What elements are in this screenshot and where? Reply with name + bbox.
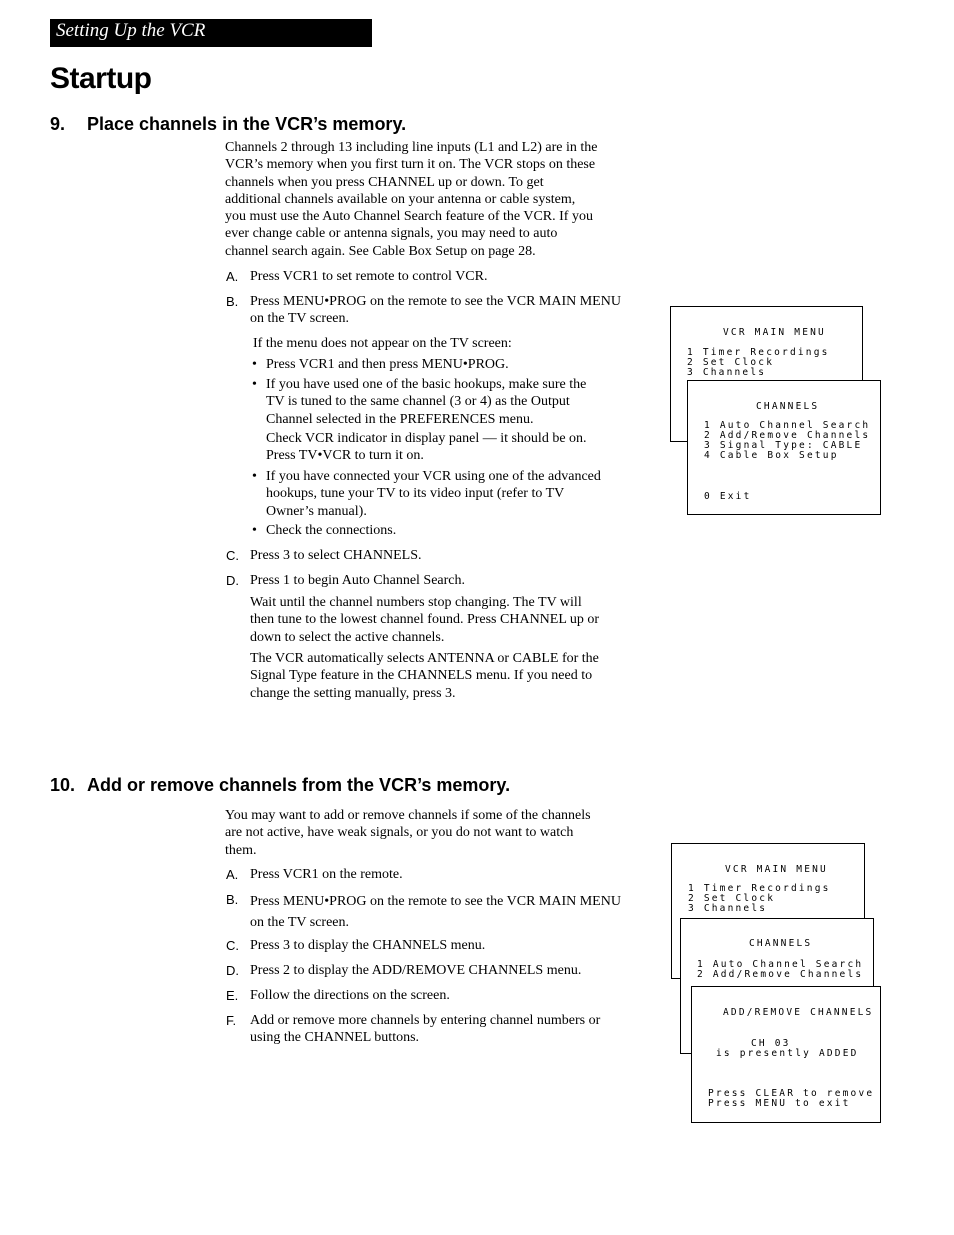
bullet-text: Press VCR1 and then press MENU•PROG. [266,357,509,372]
bullet-sub-note [266,430,656,465]
screen-title: VCR MAIN MENU [723,327,826,338]
screen-line: 1 Timer Recordings [687,347,830,358]
screen-line: 2 Set Clock [688,893,776,904]
intro-line: channel search again. See Cable Box Setup on page 28. [225,243,536,259]
para-line: Signal Type feature in the CHANNELS menu. If you need to [250,668,593,684]
step-text: Press 3 to display the CHANNELS menu. [250,938,486,953]
bullet-dot: • [252,357,257,372]
step-letter: E. [226,988,239,1003]
screen-line: 1 Auto Channel Search [697,959,864,970]
para-line: down to select the active channels. [250,629,445,645]
intro-line: You may want to add or remove channels if some of the channels [225,808,591,823]
screen-line: 3 Channels [688,903,768,914]
step-9-b-note: If the menu does not appear on the TV screen: [253,336,512,351]
section-header-bar [50,19,372,47]
screen-line: is presently ADDED [716,1048,859,1059]
step-letter: A. [226,269,239,284]
bullet-dot: • [252,377,257,392]
step-10-heading [50,775,650,797]
intro-line: channels when you press CHANNEL up or down. To get [225,174,544,190]
step-letter: A. [226,867,239,882]
step-text: Press VCR1 on the remote. [250,867,403,882]
bullet-text: hookups, tune your TV to its video input (refer to TV [266,486,565,502]
step-text: Follow the directions on the screen. [250,988,450,1003]
bullet-text: Channel selected in the PREFERENCES menu. [266,411,534,427]
page-title: Startup [50,62,152,95]
step-text: Press 3 to select CHANNELS. [250,548,422,563]
intro-line: VCR’s memory when you first turn it on. The VCR stops on these [225,157,596,173]
para-line: The VCR automatically selects ANTENNA or CABLE for the [250,651,599,666]
step-9-intro [225,139,645,260]
step-9-d-para2 [250,650,650,702]
para-line: Wait until the channel numbers stop changing. The TV will [250,595,582,610]
step-letter: C. [226,548,239,563]
screen-line: 2 Set Clock [687,357,775,368]
step-letter: B. [226,294,239,309]
step-text: Add or remove more channels by entering channel numbers or [250,1013,601,1028]
bullet-dot: • [252,469,257,484]
step-text: Press 1 to begin Auto Channel Search. [250,573,466,588]
step-9-heading [50,114,650,136]
step-text: Press VCR1 to set remote to control VCR. [250,269,488,284]
step-9-number: 9. [50,114,66,134]
step-text: Press 2 to display the ADD/REMOVE CHANNELS menu. [250,963,582,978]
bullet-dot: • [252,523,257,538]
screen-line: Press MENU to exit [708,1098,851,1109]
screen-line: Press CLEAR to remove [708,1088,875,1099]
step-letter: F. [226,1013,237,1028]
step-letter: D. [226,963,239,978]
step-10-intro [225,807,645,859]
step-text: using the CHANNEL buttons. [250,1030,420,1046]
step-letter: D. [226,573,239,588]
tv-screen-add-remove [691,986,881,1123]
step-9-title: Place channels in the VCR’s memory. [87,114,407,134]
step-text: on the TV screen. [250,915,350,930]
tv-screen-channels [687,380,881,515]
screen-line: 1 Timer Recordings [688,883,831,894]
bullet-text: If you have used one of the basic hookups, make sure the [266,377,587,392]
intro-line: them. [225,842,257,858]
intro-line: Channels 2 through 13 including line inputs (L1 and L2) are in the [225,140,598,155]
intro-line: you must use the Auto Channel Search feature of the VCR. If you [225,209,593,225]
intro-line: additional channels available on your antenna or cable system, [225,191,576,207]
section-header: Setting Up the VCR [56,20,206,41]
screen-title: VCR MAIN MENU [725,864,828,875]
screen-line: 3 Channels [687,367,767,378]
step-10-number: 10. [50,775,76,795]
screen-title: CHANNELS [756,401,820,412]
screen-line: 4 Cable Box Setup [704,450,839,461]
bullet-text: TV is tuned to the same channel (3 or 4) as the Output [266,394,570,410]
step-9-d-para1 [250,594,650,646]
bullet-text: Owner’s manual). [266,503,367,519]
screen-line: 0 Exit [704,491,752,502]
intro-line: are not active, have weak signals, or you do not want to watch [225,825,574,841]
screen-title: CHANNELS [749,938,813,949]
step-letter: B. [226,892,239,907]
screen-line: 3 Signal Type: CABLE [704,440,863,451]
step-text: Press MENU•PROG on the remote to see the VCR MAIN MENU [250,294,621,309]
bullet-text: If you have connected your VCR using one of the advanced [266,469,601,484]
step-letter: C. [226,938,239,953]
bullet-text: Check the connections. [266,523,397,538]
screen-line: 2 Add/Remove Channels [704,430,871,441]
screen-line: 2 Add/Remove Channels [697,969,864,980]
step-text: on the TV screen. [250,311,350,327]
screen-title: ADD/REMOVE CHANNELS [723,1007,874,1018]
para-line: then tune to the lowest channel found. Press CHANNEL up or [250,612,600,628]
bullet-sub-text: Press TV•VCR to turn it on. [266,448,424,464]
intro-line: ever change cable or antenna signals, you may need to auto [225,226,558,242]
screen-line: 1 Auto Channel Search [704,420,871,431]
bullet-sub-text: Check VCR indicator in display panel — it should be on. [266,431,587,446]
screen-line: CH 03 [751,1038,791,1049]
para-line: change the setting manually, press 3. [250,685,456,701]
step-text: Press MENU•PROG on the remote to see the VCR MAIN MENU [250,894,621,909]
step-10-title: Add or remove channels from the VCR’s memory. [87,775,511,795]
